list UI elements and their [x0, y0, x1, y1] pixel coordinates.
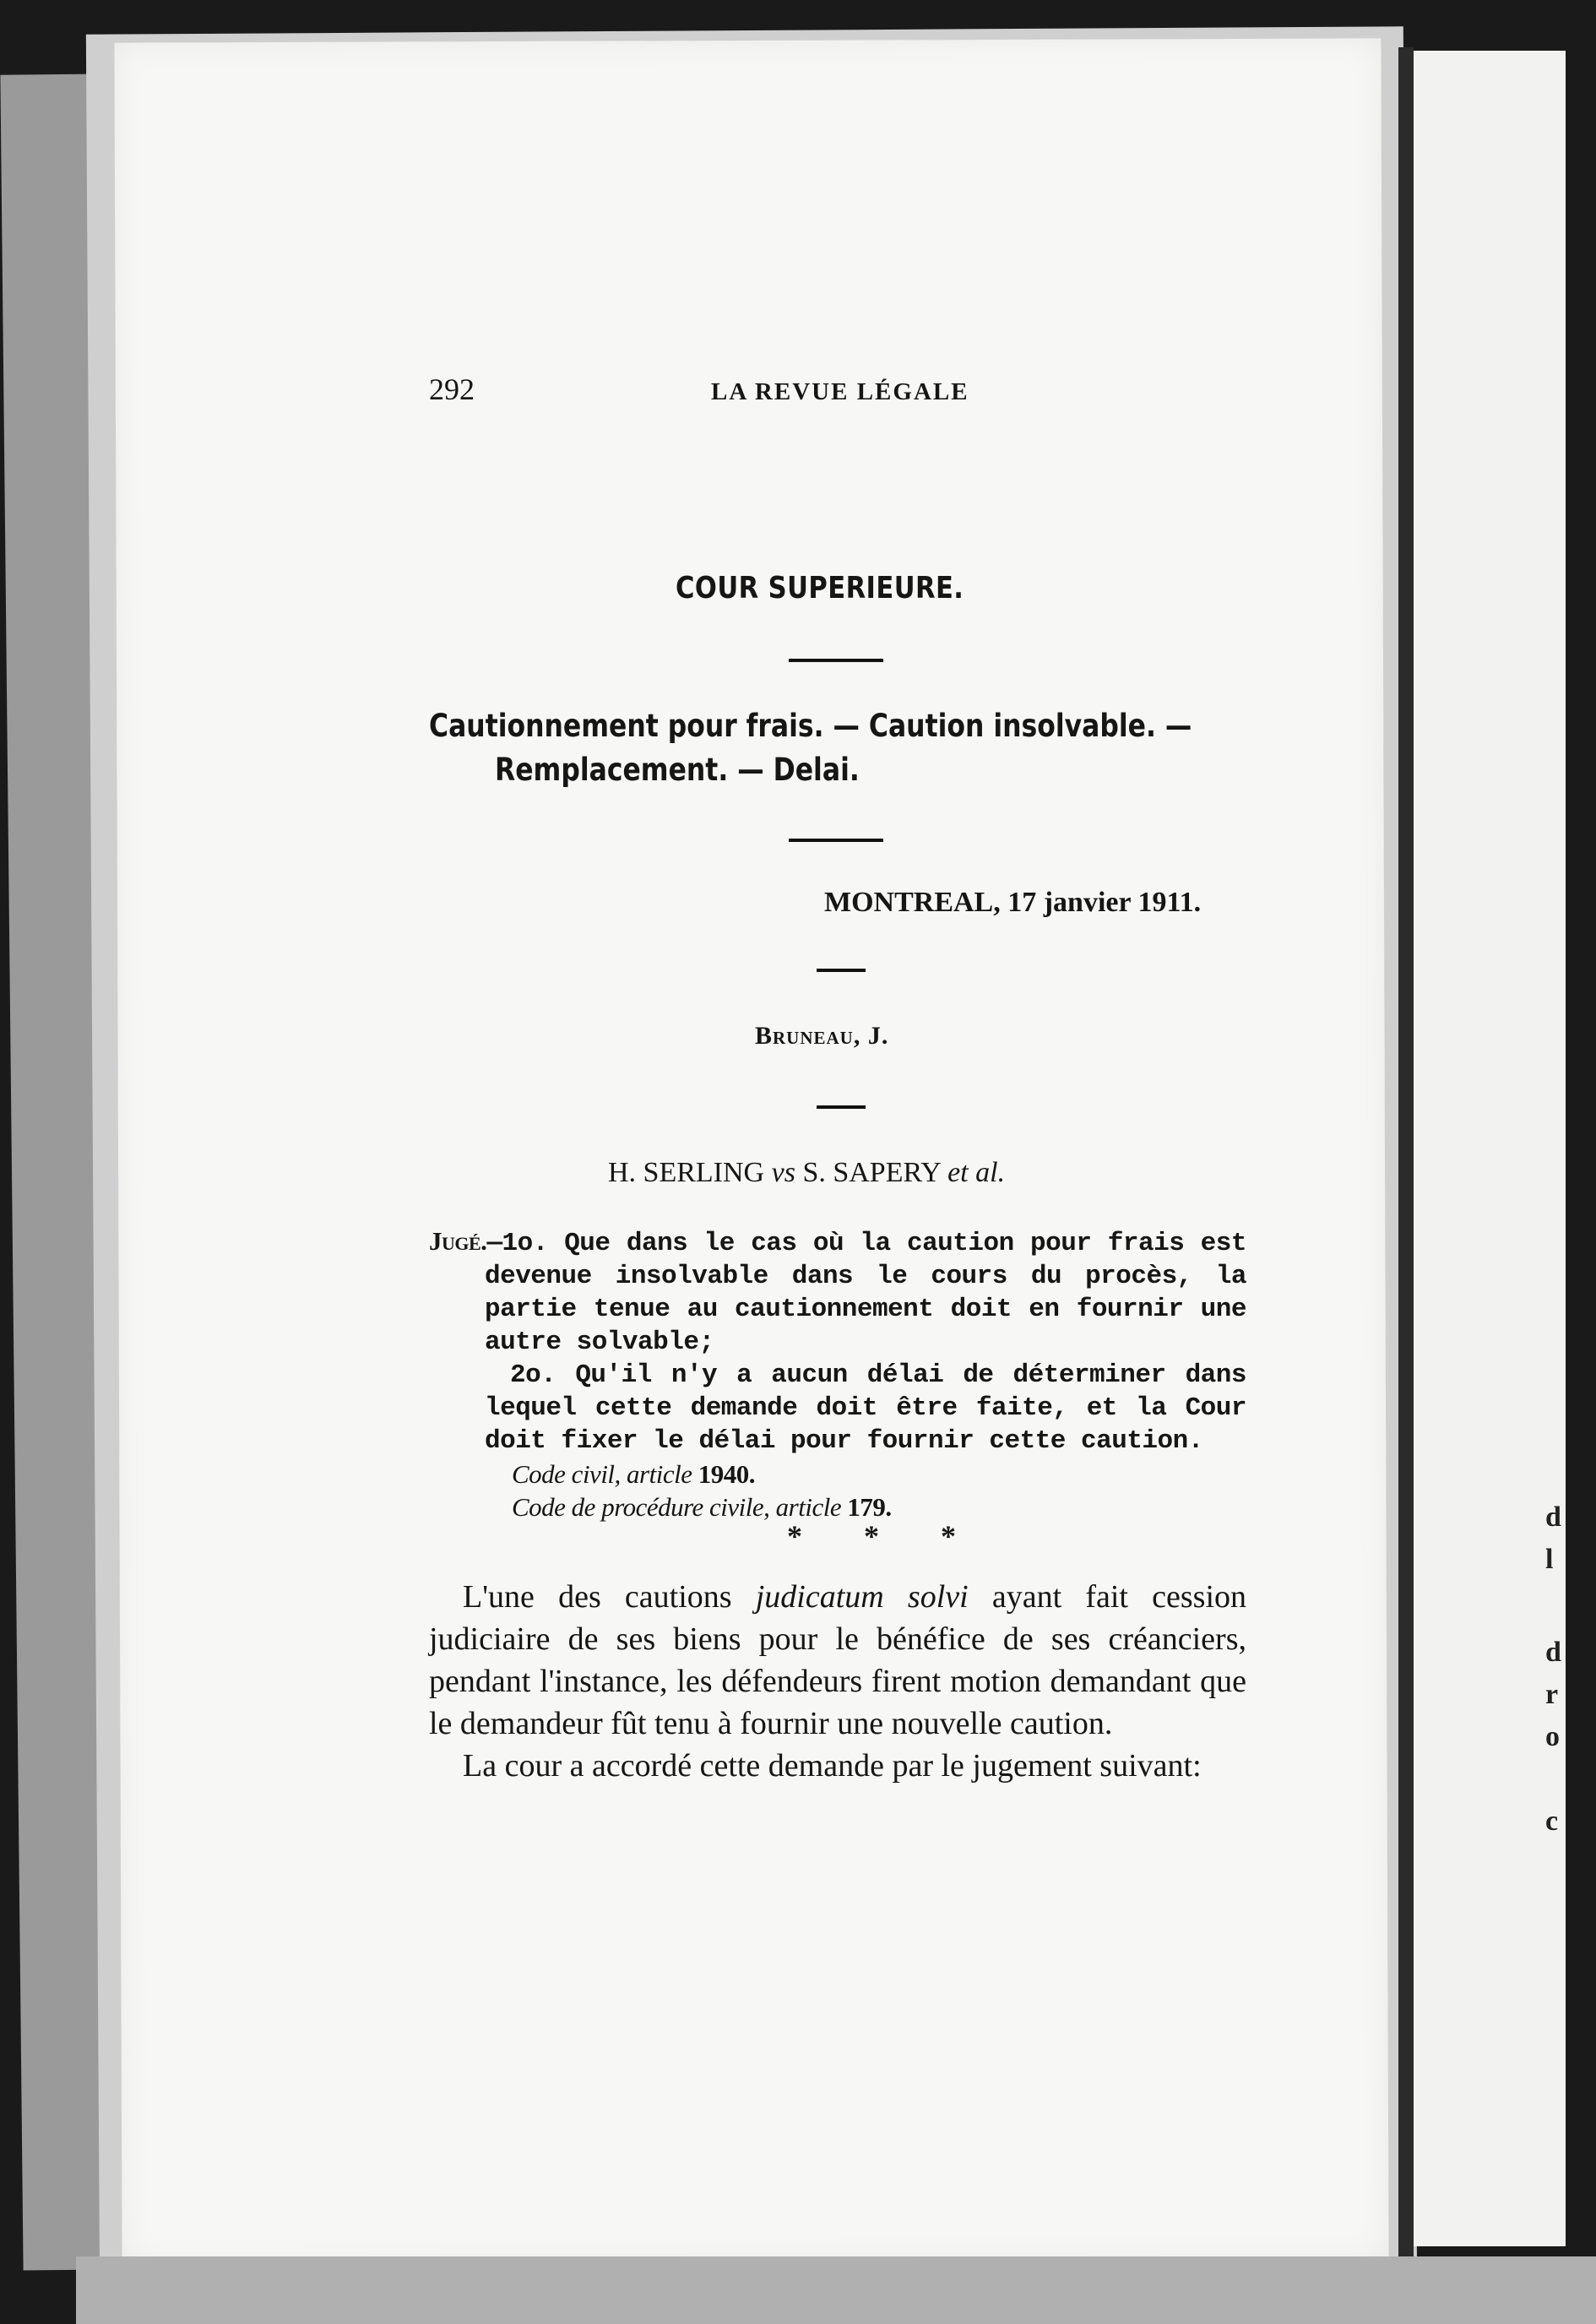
et-al: et al. [947, 1157, 1006, 1188]
facing-page-fragment: o [1545, 1721, 1560, 1752]
reference-procedure-code-number: 179. [847, 1492, 892, 1522]
versus: vs [771, 1157, 795, 1188]
book-gutter [1398, 47, 1414, 2260]
body-paragraph-1-end: ayant fait cession judiciaire de ses biens pour le bénéfice de ses créanciers, pendant l'instance, les défendeurs firent motion demandant que le demandeur fût tenu à fournir une nouvelle caution. [429, 1579, 1247, 1741]
headnote-point-2: 2o. Qu'il n'y a aucun délai de déterminer dans lequel cette demande doit être faite, et la Cour doit fixer le délai pour fournir cette caution. [485, 1360, 1246, 1456]
case-parties [608, 1157, 1005, 1189]
place-date: MONTREAL, 17 janvier 1911. [824, 887, 1202, 918]
section-separator: * * * [787, 1519, 983, 1553]
facing-page-fragment: r [1545, 1679, 1559, 1710]
running-head-title: LA REVUE LÉGALE [711, 378, 969, 405]
court-heading: COUR SUPERIEURE. [676, 571, 964, 605]
topic-line-2: Remplacement. — Delai. [495, 752, 860, 788]
reference-procedure-code-text: Code de procédure civile, article [512, 1492, 842, 1522]
headnote-point-1-text: —1o. Que dans le cas où la caution pour frais est devenue insolvable dans le cours du procès, la partie tenue au cautionnement doit en fournir une autre solvable; [485, 1229, 1246, 1357]
reference-civil-code-number: 1940. [698, 1459, 755, 1489]
judge-suffix: , J. [853, 1022, 889, 1050]
judge-surname: Bruneau [755, 1022, 854, 1050]
facing-page-fragment: l [1545, 1544, 1554, 1575]
body-paragraph-2: La cour a accordé cette demande par le jugement suivant: [463, 1748, 1202, 1784]
short-rule-divider [817, 1105, 866, 1109]
page-sheet [114, 38, 1388, 2265]
facing-page-fragment: c [1545, 1805, 1559, 1837]
page-number: 292 [429, 372, 475, 406]
facing-page-fragment: d [1545, 1637, 1561, 1668]
reference-civil-code-text: Code civil, article [512, 1459, 692, 1489]
rule-divider [789, 839, 883, 842]
body-paragraph-1 [429, 1576, 1246, 1745]
body-paragraph-1-latin: judicatum solvi [755, 1579, 969, 1615]
short-rule-divider [817, 969, 866, 972]
topic-line-1: Cautionnement pour frais. — Caution insolvable. — [429, 708, 1192, 744]
headnote-point-1 [429, 1224, 1246, 1359]
plaintiff: H. SERLING [608, 1157, 765, 1188]
facing-page-fragment: d [1545, 1501, 1561, 1533]
rule-divider [789, 659, 883, 662]
page-bottom-edge [76, 2256, 1596, 2324]
body-paragraph-1-start: L'une des cautions [463, 1579, 756, 1615]
facing-page-edge [1414, 51, 1566, 2246]
body-text [429, 1576, 1246, 1787]
reference-civil-code [429, 1458, 1246, 1491]
defendant: S. SAPERY [802, 1157, 941, 1188]
judge-name [755, 1022, 888, 1051]
held-label: Jugé. [429, 1226, 487, 1256]
headnote [429, 1224, 1246, 1523]
